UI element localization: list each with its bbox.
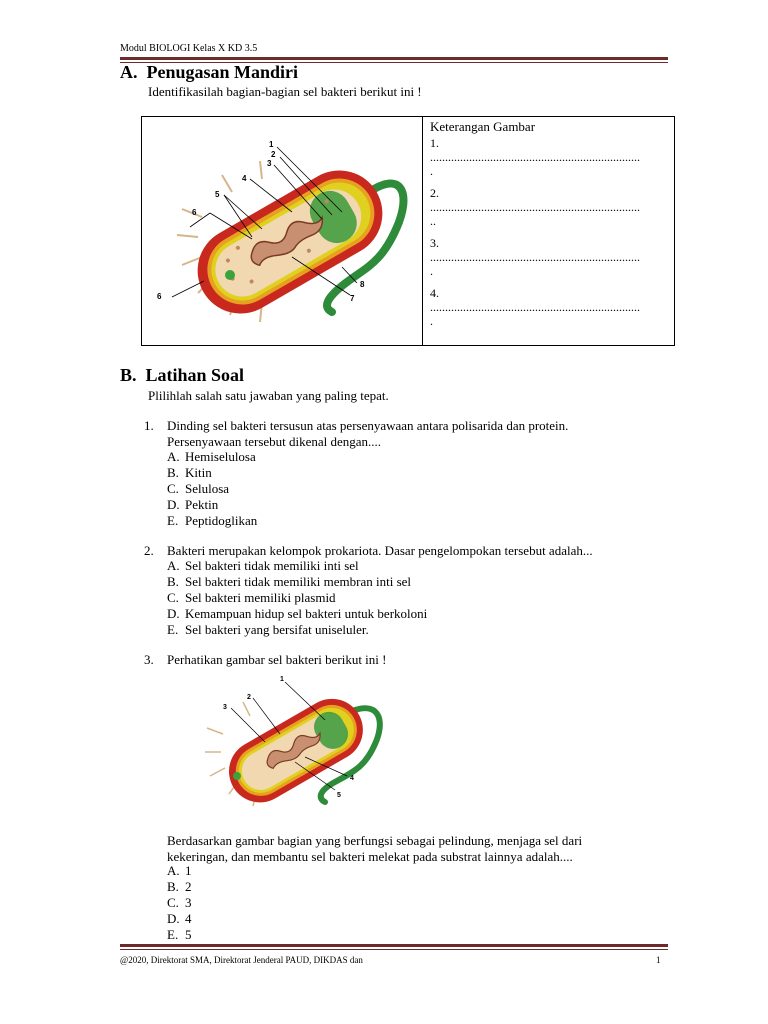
section-b-instruction: Plilihlah salah satu jawaban yang paling tepat. (148, 388, 389, 403)
small-figure-label-2: 2 (247, 694, 251, 701)
answer-blank-3[interactable]: ...................................................................... (430, 250, 640, 264)
small-figure-label-4: 4 (350, 775, 354, 782)
footer-rule-thin (120, 949, 668, 950)
question-1-options (167, 449, 257, 529)
question-3-text: Perhatikan gambar sel bakteri berikut ini ! (167, 652, 387, 667)
page-header: Modul BIOLOGI Kelas X KD 3.5 (120, 43, 258, 54)
question-2-text: Bakteri merupakan kelompok prokariota. Dasar pengelompokan tersebut adalah... (167, 543, 593, 558)
question-3-stem: Berdasarkan gambar bagian yang berfungsi sebagai pelindung, menjaga sel dari kekeringan, dan membantu sel bakteri melekat pada substrat lainnya adalah.... (167, 833, 583, 864)
figure-label-7: 7 (350, 294, 355, 303)
key-box (422, 116, 675, 346)
question-3-number: 3. (144, 652, 154, 667)
question-2-options (167, 558, 427, 638)
option-d[interactable]: D. 4 (167, 911, 192, 926)
figure-label-5: 5 (215, 190, 220, 199)
answer-blank-4[interactable]: ...................................................................... (430, 300, 640, 314)
figure-label-6a: 6 (192, 208, 197, 217)
section-a-title: A. Penugasan Mandiri (120, 62, 299, 82)
key-title: Keterangan Gambar (430, 119, 536, 134)
option-e[interactable]: E. 5 (167, 927, 192, 942)
option-a[interactable]: A. Sel bakteri tidak memiliki inti sel (167, 558, 359, 573)
key-item-3: 3. ...................................................................... . (430, 236, 674, 278)
question-3-options (167, 863, 192, 943)
option-e[interactable]: E. Sel bakteri yang bersifat uniseluler. (167, 622, 369, 637)
key-item-2: 2. ...................................................................... .. (430, 186, 674, 228)
option-b[interactable]: B. 2 (167, 879, 192, 894)
option-d[interactable]: D. Kemampuan hidup sel bakteri untuk berkoloni (167, 606, 428, 621)
small-figure-label-5: 5 (337, 792, 341, 799)
option-c[interactable]: C. 3 (167, 895, 192, 910)
header-rule (120, 57, 668, 60)
option-c[interactable]: C. Sel bakteri memiliki plasmid (167, 590, 336, 605)
footer-text: @2020, Direktorat SMA, Direktorat Jenderal PAUD, DIKDAS dan (120, 955, 363, 965)
footer-rule (120, 944, 668, 947)
question-1-text: Dinding sel bakteri tersusun atas persenyawaan antara polisarida dan protein. Persenyawaan tersebut dikenal dengan.... (167, 418, 569, 449)
question-3-figure (195, 672, 395, 812)
small-figure-label-1: 1 (280, 676, 284, 683)
section-a-instruction: Identifikasilah bagian-bagian sel bakteri berikut ini ! (148, 84, 422, 99)
figure-label-2: 2 (271, 150, 276, 159)
bacteria-cell-diagram-small (195, 672, 395, 812)
option-c[interactable]: C. Selulosa (167, 481, 230, 496)
answer-blank-2[interactable]: ...................................................................... (430, 200, 640, 214)
option-b[interactable]: B. Kitin (167, 465, 212, 480)
question-2-number: 2. (144, 543, 154, 558)
page-number: 1 (656, 955, 661, 965)
figure-label-6b: 6 (157, 292, 162, 301)
option-a[interactable]: A. 1 (167, 863, 192, 878)
figure-label-8: 8 (360, 280, 365, 289)
figure-label-3: 3 (267, 159, 272, 168)
answer-blank-1[interactable]: ...................................................................... (430, 150, 640, 164)
ribosome (225, 270, 235, 280)
section-b-title: B. Latihan Soal (120, 365, 245, 385)
option-b[interactable]: B. Sel bakteri tidak memiliki membran inti sel (167, 574, 412, 589)
option-a[interactable]: A. Hemiselulosa (167, 449, 256, 464)
key-item-1: 1. ...................................................................... . (430, 136, 674, 178)
option-e[interactable]: E. Peptidoglikan (167, 513, 258, 528)
key-item-4: 4. ...................................................................... . (430, 286, 674, 328)
option-d[interactable]: D. Pektin (167, 497, 219, 512)
question-1-number: 1. (144, 418, 154, 433)
bacteria-cell-diagram (142, 117, 422, 345)
bacteria-figure-box (141, 116, 423, 346)
figure-label-1: 1 (269, 140, 274, 149)
figure-label-4: 4 (242, 174, 247, 183)
small-figure-label-3: 3 (223, 704, 227, 711)
